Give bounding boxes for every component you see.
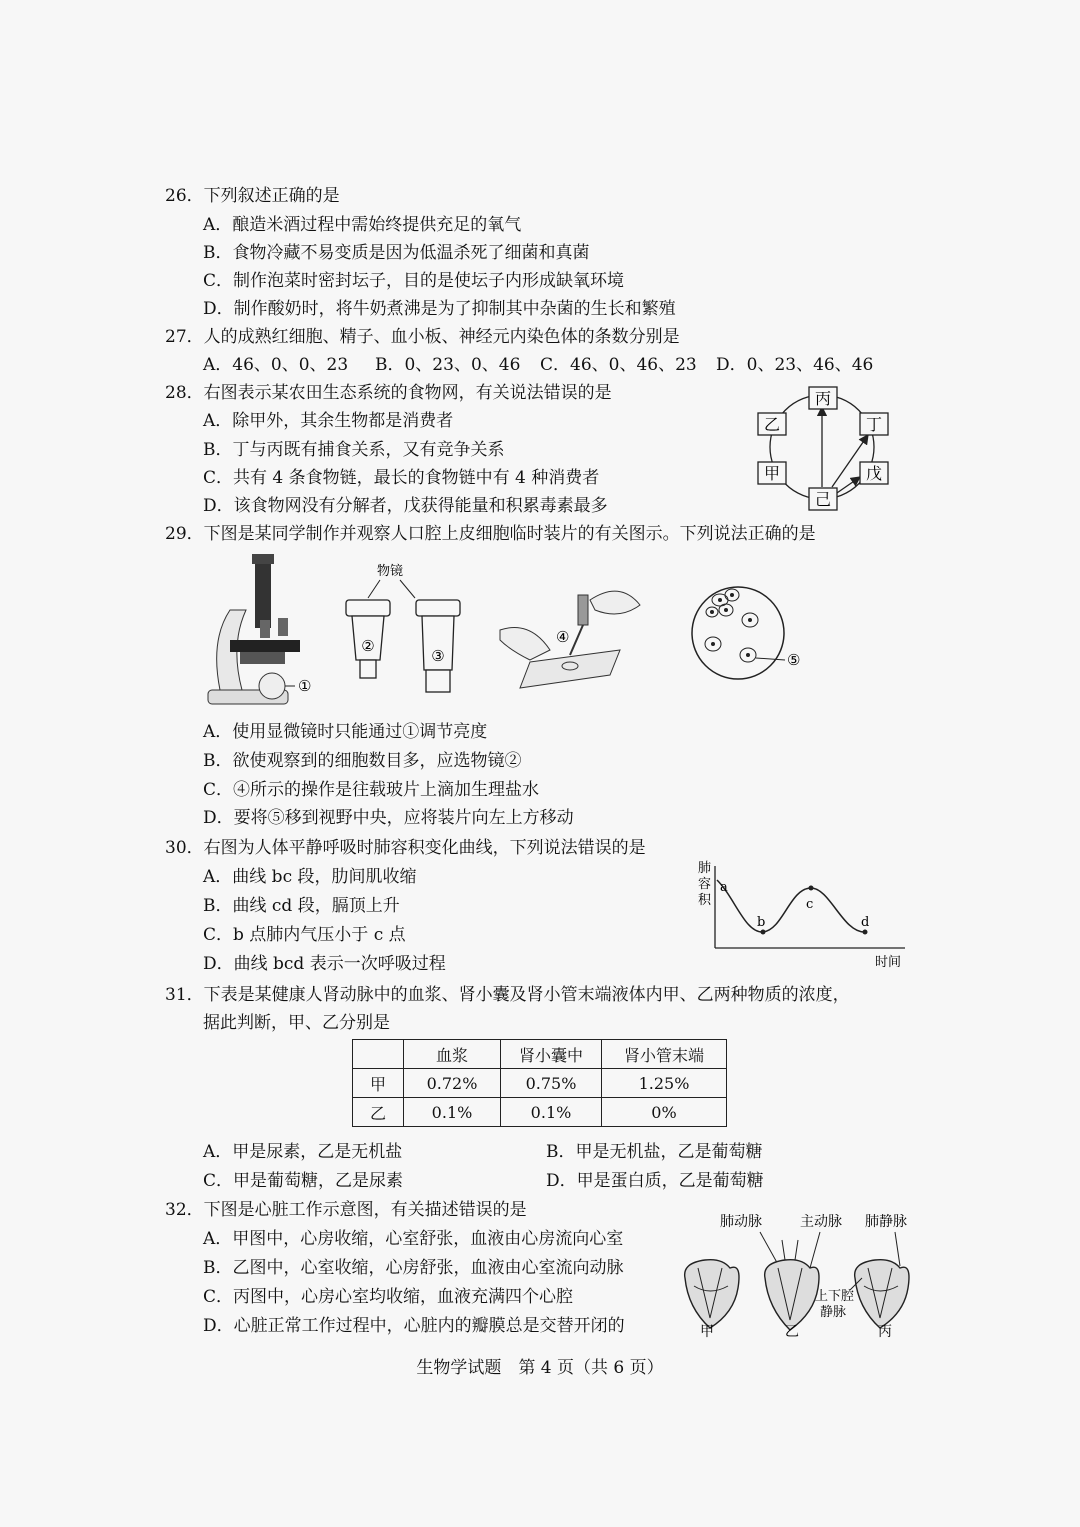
node-ding: 丁 [865, 415, 883, 434]
heart-label-yi: 乙 [785, 1324, 799, 1340]
table-header-cell: 肾小管末端 [602, 1040, 727, 1069]
node-wu: 戊 [865, 464, 883, 483]
table-cell: 1.25% [602, 1069, 727, 1098]
curve-line [717, 880, 865, 932]
dropper-slide-illustration [500, 591, 640, 688]
label-vena-cava-1: 上下腔 [815, 1289, 855, 1304]
label-aorta: 主动脉 [800, 1214, 842, 1230]
heart-yi [765, 1240, 819, 1330]
heart-jia [685, 1260, 739, 1328]
table-cell: 0.1% [404, 1098, 501, 1127]
heart-label-bing: 丙 [878, 1324, 892, 1340]
q30-option-a: A．曲线 bc 段，肋间肌收缩 [203, 867, 417, 887]
point-d [863, 930, 868, 935]
q30-option-c: C．b 点肺内气压小于 c 点 [203, 925, 406, 945]
heart-label-jia: 甲 [700, 1324, 714, 1340]
label-c: c [806, 897, 814, 912]
page-footer: 生物学试题 第 4 页（共 6 页） [416, 1358, 664, 1378]
table-cell: 甲 [353, 1069, 404, 1098]
table-cell: 0.72% [404, 1069, 501, 1098]
marker-5: ⑤ [787, 651, 801, 669]
label-vena-cava-2: 静脉 [820, 1305, 847, 1320]
objective-3 [416, 600, 460, 692]
q30-option-b: B．曲线 cd 段，膈顶上升 [203, 896, 400, 916]
q31-option-c: C．甲是葡萄糖，乙是尿素 [203, 1171, 404, 1191]
q26-option-b: B．食物冷藏不易变质是因为低温杀死了细菌和真菌 [203, 243, 590, 263]
q26-option-c: C．制作泡菜时密封坛子，目的是使坛子内形成缺氧环境 [203, 271, 625, 291]
marker-2: ② [361, 637, 375, 655]
table-header-cell: 肾小囊中 [501, 1040, 602, 1069]
point-b [761, 930, 766, 935]
table-row [353, 1069, 727, 1098]
lung-volume-curve [695, 858, 915, 973]
table-header-cell: 血浆 [404, 1040, 501, 1069]
q31-option-b: B．甲是无机盐，乙是葡萄糖 [546, 1142, 763, 1162]
q28-option-b: B．丁与丙既有捕食关系，又有竞争关系 [203, 440, 505, 460]
q29-option-a: A．使用显微镜时只能通过①调节亮度 [203, 722, 488, 742]
table-cell: 乙 [353, 1098, 404, 1127]
marker-3: ③ [431, 647, 445, 665]
q30-option-d: D．曲线 bcd 表示一次呼吸过程 [203, 954, 446, 974]
heart-bing [855, 1260, 909, 1328]
q29-option-c: C．④所示的操作是往载玻片上滴加生理盐水 [203, 780, 540, 800]
node-yi: 乙 [763, 415, 781, 434]
heart-figure [670, 1208, 930, 1343]
q32-option-a: A．甲图中，心房收缩，心室舒张，血液由心房流向心室 [203, 1229, 624, 1249]
q32-option-d: D．心脏正常工作过程中，心脏内的瓣膜总是交替开闭的 [203, 1316, 625, 1336]
kidney-table [352, 1039, 727, 1127]
q27-option-a: A．46、0、0、23 [203, 355, 349, 375]
q32-option-c: C．丙图中，心房心室均收缩，血液充满四个心腔 [203, 1287, 574, 1307]
marker-1: ① [298, 677, 312, 695]
curve-ylabel-2: 容 [698, 877, 712, 892]
q28-option-d: D．该食物网没有分解者，戊获得能量和积累毒素最多 [203, 496, 608, 516]
q28-option-c: C．共有 4 条食物链，最长的食物链中有 4 种消费者 [203, 468, 600, 488]
table-cell: 0.75% [501, 1069, 602, 1098]
curve-ylabel-3: 积 [698, 893, 712, 908]
label-a: a [720, 880, 728, 895]
point-c [809, 886, 814, 891]
q29-stem: 29．下图是某同学制作并观察人口腔上皮细胞临时装片的有关图示。下列说法正确的是 [165, 524, 816, 544]
marker-4: ④ [556, 628, 570, 646]
q29-figure [200, 550, 820, 710]
q27-option-b: B．0、23、0、46 [375, 355, 521, 375]
objective-label: 物镜 [376, 564, 404, 579]
food-web-diagram [750, 385, 900, 520]
node-ji: 己 [814, 490, 832, 509]
q26-stem: 26．下列叙述正确的是 [165, 186, 340, 206]
curve-ylabel-1: 肺 [698, 861, 712, 876]
label-pulmonary-artery: 肺动脉 [720, 1214, 762, 1230]
q26-option-d: D．制作酸奶时，将牛奶煮沸是为了抑制其中杂菌的生长和繁殖 [203, 299, 676, 319]
label-b: b [757, 915, 766, 930]
q30-stem: 30．右图为人体平静呼吸时肺容积变化曲线，下列说法错误的是 [165, 838, 646, 858]
table-cell: 0.1% [501, 1098, 602, 1127]
table-header-cell [353, 1040, 404, 1069]
table-header-row [353, 1040, 727, 1069]
table-cell: 0% [602, 1098, 727, 1127]
q32-option-b: B．乙图中，心室收缩，心房舒张，血液由心室流向动脉 [203, 1258, 624, 1278]
q31-stem-line2: 据此判断，甲、乙分别是 [203, 1013, 390, 1033]
q31-option-d: D．甲是蛋白质，乙是葡萄糖 [546, 1171, 764, 1191]
q27-option-d: D．0、23、46、46 [716, 355, 874, 375]
q28-option-a: A．除甲外，其余生物都是消费者 [203, 411, 454, 431]
q27-option-c: C．46、0、46、23 [540, 355, 697, 375]
q28-stem: 28．右图表示某农田生态系统的食物网，有关说法错误的是 [165, 383, 612, 403]
q29-option-d: D．要将⑤移到视野中央，应将装片向左上方移动 [203, 808, 574, 828]
label-pulmonary-vein: 肺静脉 [865, 1214, 907, 1230]
q26-option-a: A．酿造米酒过程中需始终提供充足的氧气 [203, 215, 522, 235]
q32-stem: 32．下图是心脏工作示意图，有关描述错误的是 [165, 1200, 527, 1220]
label-d: d [861, 915, 870, 930]
q29-option-b: B．欲使观察到的细胞数目多，应选物镜② [203, 751, 522, 771]
table-row [353, 1098, 727, 1127]
curve-xlabel: 时间 [875, 955, 902, 970]
q27-stem: 27．人的成熟红细胞、精子、血小板、神经元内染色体的条数分别是 [165, 327, 680, 347]
q31-stem-line1: 31．下表是某健康人肾动脉中的血浆、肾小囊及肾小管末端液体内甲、乙两种物质的浓度， [165, 985, 850, 1005]
q31-option-a: A．甲是尿素，乙是无机盐 [203, 1142, 403, 1162]
node-bing: 丙 [814, 389, 832, 408]
microscope-illustration [208, 554, 300, 704]
node-jia: 甲 [763, 464, 781, 483]
field-of-view [692, 587, 785, 679]
